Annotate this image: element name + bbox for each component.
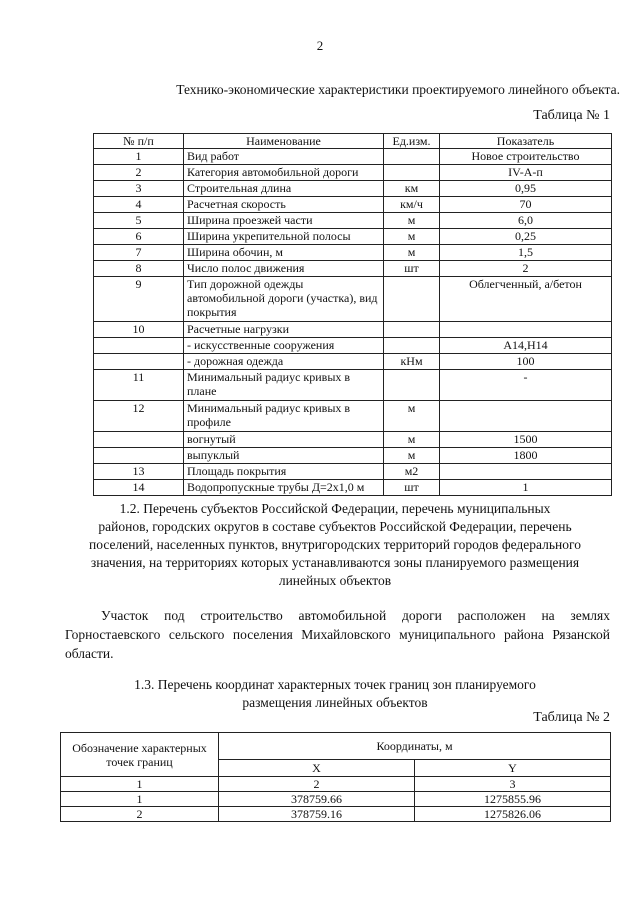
row-number [94, 338, 184, 354]
row-number: 7 [94, 245, 184, 261]
table-row [94, 277, 612, 322]
row-number: 6 [94, 229, 184, 245]
row-number [94, 432, 184, 448]
section-1-3-line: размещения линейных объектов [242, 695, 428, 710]
row-name: Вид работ [184, 149, 384, 165]
row-value: 0,25 [440, 229, 612, 245]
table-row [94, 464, 612, 480]
document-heading: Технико-экономические характеристики проектируемого линейного объекта. [176, 82, 620, 97]
table-row [94, 197, 612, 213]
row-value: 70 [440, 197, 612, 213]
row-unit [384, 277, 440, 322]
section-1-2-line: районов, городских округов в составе субъектов Российской Федерации, перечень [98, 519, 572, 534]
characteristics-table [93, 133, 612, 496]
location-paragraph: Участок под строительство автомобильной дороги расположен на землях Горностаевского сельского поселения Михайловского муниципального района Рязанской области. [65, 608, 610, 661]
row-number: 8 [94, 261, 184, 277]
section-1-3-line: 1.3. Перечень координат характерных точек границ зон планируемого [134, 677, 536, 692]
table-row [94, 213, 612, 229]
header-y: Y [415, 760, 611, 777]
row-value: 1800 [440, 448, 612, 464]
row-unit: м [384, 401, 440, 432]
table-row [94, 432, 612, 448]
row-number: 10 [94, 322, 184, 338]
coordinate-y: 1275855.96 [415, 792, 611, 807]
row-number: 2 [94, 165, 184, 181]
table-row [94, 149, 612, 165]
row-name: Минимальный радиус кривых в плане [184, 370, 384, 401]
header-name: Наименование [184, 134, 384, 149]
row-value: Новое строительство [440, 149, 612, 165]
row-number: 3 [94, 181, 184, 197]
row-value: Облегченный, а/бетон [440, 277, 612, 322]
row-name: Минимальный радиус кривых в профиле [184, 401, 384, 432]
table-cell: 1 [61, 777, 219, 792]
header-unit: Ед.изм. [384, 134, 440, 149]
header-coordinates: Координаты, м [219, 733, 611, 760]
table-header-row [61, 733, 611, 760]
row-unit [384, 165, 440, 181]
table-row [94, 229, 612, 245]
row-number: 5 [94, 213, 184, 229]
coordinates-table [60, 732, 611, 822]
row-unit: кНм [384, 354, 440, 370]
table2-label: Таблица № 2 [533, 710, 610, 725]
table1-label: Таблица № 1 [533, 108, 610, 123]
row-name: Тип дорожной одежды автомобильной дороги (участка), вид покрытия [184, 277, 384, 322]
row-value: 100 [440, 354, 612, 370]
row-value: 1,5 [440, 245, 612, 261]
row-value: 2 [440, 261, 612, 277]
row-unit: м2 [384, 464, 440, 480]
row-unit: шт [384, 261, 440, 277]
row-value: А14,Н14 [440, 338, 612, 354]
coordinate-y: 1275826.06 [415, 807, 611, 822]
row-name: вогнутый [184, 432, 384, 448]
row-name: Расчетная скорость [184, 197, 384, 213]
row-unit [384, 322, 440, 338]
row-name: Ширина укрепительной полосы [184, 229, 384, 245]
row-number: 9 [94, 277, 184, 322]
section-1-2-line: линейных объектов [278, 573, 392, 588]
row-name: выпуклый [184, 448, 384, 464]
row-value: 1500 [440, 432, 612, 448]
row-unit [384, 149, 440, 165]
row-value [440, 401, 612, 432]
row-number: 4 [94, 197, 184, 213]
row-unit: м [384, 432, 440, 448]
table-cell: 3 [415, 777, 611, 792]
header-value: Показатель [440, 134, 612, 149]
row-value: 1 [440, 480, 612, 496]
row-value [440, 464, 612, 480]
section-1-2-line: значения, на территориях которых устанавливаются зоны планируемого размещения [90, 555, 580, 570]
row-number: 14 [94, 480, 184, 496]
row-name: Водопропускные трубы Д=2х1,0 м [184, 480, 384, 496]
row-name: Ширина проезжей части [184, 213, 384, 229]
table-row [61, 777, 611, 792]
row-unit: м [384, 448, 440, 464]
row-name: - дорожная одежда [184, 354, 384, 370]
row-number: 1 [94, 149, 184, 165]
header-point: Обозначение характерных точек границ [61, 733, 219, 777]
row-number: 12 [94, 401, 184, 432]
row-name: Площадь покрытия [184, 464, 384, 480]
table-row [61, 792, 611, 807]
table-cell: 2 [219, 777, 415, 792]
row-name: Число полос движения [184, 261, 384, 277]
header-x: X [219, 760, 415, 777]
row-unit: км [384, 181, 440, 197]
header-number: № п/п [94, 134, 184, 149]
row-unit: м [384, 245, 440, 261]
table-row [94, 245, 612, 261]
table-row [61, 807, 611, 822]
section-1-2-line: 1.2. Перечень субъектов Российской Федерации, перечень муниципальных [119, 501, 551, 516]
table-row [94, 338, 612, 354]
row-number: 13 [94, 464, 184, 480]
row-name: Ширина обочин, м [184, 245, 384, 261]
row-unit: шт [384, 480, 440, 496]
row-value: 6,0 [440, 213, 612, 229]
row-number [94, 354, 184, 370]
coordinate-x: 378759.66 [219, 792, 415, 807]
row-name: Расчетные нагрузки [184, 322, 384, 338]
row-unit: м [384, 213, 440, 229]
row-name: - искусственные сооружения [184, 338, 384, 354]
table-row [94, 165, 612, 181]
page-number: 2 [316, 38, 324, 53]
point-id: 2 [61, 807, 219, 822]
row-unit: м [384, 229, 440, 245]
row-name: Строительная длина [184, 181, 384, 197]
table-row [94, 401, 612, 432]
row-value: IV-А-п [440, 165, 612, 181]
section-1-2-heading [55, 500, 615, 590]
table-row [94, 370, 612, 401]
characteristics-table-body [94, 149, 612, 496]
row-value: 0,95 [440, 181, 612, 197]
section-1-3-heading [55, 676, 615, 712]
row-unit [384, 338, 440, 354]
row-unit [384, 370, 440, 401]
table-row [94, 480, 612, 496]
coordinate-x: 378759.16 [219, 807, 415, 822]
section-1-2-line: поселений, населенных пунктов, внутригородских территорий городов федерального [89, 537, 581, 552]
row-unit: км/ч [384, 197, 440, 213]
table-row [94, 322, 612, 338]
row-value: - [440, 370, 612, 401]
table-row [94, 448, 612, 464]
row-value [440, 322, 612, 338]
row-number: 11 [94, 370, 184, 401]
table-row [94, 261, 612, 277]
table-header-row [94, 134, 612, 149]
table-row [94, 354, 612, 370]
row-number [94, 448, 184, 464]
table-row [94, 181, 612, 197]
point-id: 1 [61, 792, 219, 807]
row-name: Категория автомобильной дороги [184, 165, 384, 181]
